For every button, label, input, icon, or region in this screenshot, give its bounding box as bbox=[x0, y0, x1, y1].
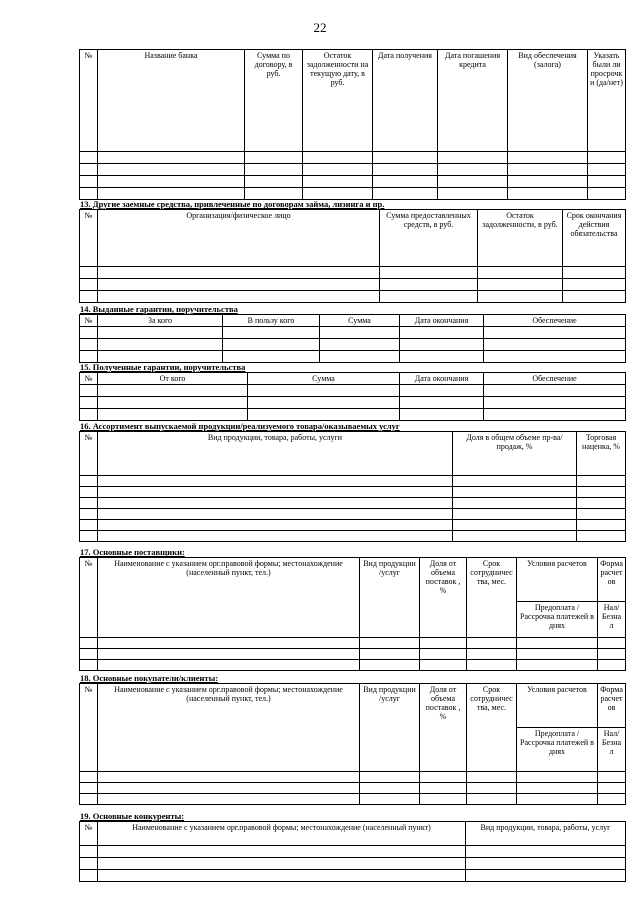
competitors-table bbox=[79, 821, 626, 882]
col-overdue: Указать были ли просрочки (да/нет) bbox=[588, 50, 626, 152]
table-row[interactable] bbox=[80, 487, 626, 498]
col-payment-form: Форма расчетов bbox=[598, 558, 626, 602]
section-title-16: 16. Ассортимент выпускаемой продукции/реализуемого товара/оказываемых услуг bbox=[80, 421, 400, 431]
col-supply-share: Доля от объема поставок , % bbox=[420, 684, 467, 772]
section-title-13: 13. Другие заемные средства, привлеченные по договорам займа, лизинга и пр. bbox=[80, 199, 385, 209]
customers-table bbox=[79, 683, 626, 805]
bank-loans-table bbox=[79, 49, 626, 200]
col-security: Обеспечение bbox=[484, 315, 626, 327]
col-number: № bbox=[80, 558, 98, 638]
col-markup: Торговая наценка, % bbox=[577, 432, 626, 476]
col-number: № bbox=[80, 684, 98, 772]
col-cooperation-term: Срок сотрудничества, мес. bbox=[467, 684, 517, 772]
table-row[interactable] bbox=[80, 858, 626, 870]
col-cooperation-term: Срок сотрудничества, мес. bbox=[467, 558, 517, 638]
col-for-whom: За кого bbox=[98, 315, 223, 327]
col-in-favor-of: В пользу кого bbox=[223, 315, 320, 327]
col-number: № bbox=[80, 822, 98, 846]
col-prepayment: Предоплата / Рассрочка платежей в днях bbox=[517, 602, 598, 638]
col-product-type: Вид продукции, товара, работы, услуг bbox=[466, 822, 626, 846]
col-cash-noncash: Нал/ Безнал bbox=[598, 728, 626, 772]
table-row[interactable] bbox=[80, 291, 626, 303]
col-payment-form: Форма расчетов bbox=[598, 684, 626, 728]
table-row[interactable] bbox=[80, 794, 626, 805]
col-from-whom: От кого bbox=[98, 373, 248, 385]
col-number: № bbox=[80, 210, 98, 267]
col-repayment-date: Дата погашения кредита bbox=[438, 50, 508, 152]
col-contract-sum: Сумма по договору, в руб. bbox=[245, 50, 303, 152]
table-row[interactable] bbox=[80, 176, 626, 188]
table-row[interactable] bbox=[80, 409, 626, 421]
col-supplier-name: Наименование с указанием орг.правовой формы; местонахождение (населенный пункт, тел.) bbox=[98, 558, 360, 638]
col-number: № bbox=[80, 373, 98, 385]
table-row[interactable] bbox=[80, 188, 626, 200]
table-row[interactable] bbox=[80, 152, 626, 164]
col-share: Доля в общем объеме пр-ва/продаж, % bbox=[453, 432, 577, 476]
col-sum: Сумма bbox=[320, 315, 400, 327]
table-row[interactable] bbox=[80, 638, 626, 649]
col-cash-noncash: Нал/ Безнал bbox=[598, 602, 626, 638]
col-end-date: Дата окончания bbox=[400, 373, 484, 385]
col-term-end: Срок окончания действия обязательства bbox=[563, 210, 626, 267]
col-payment-terms: Условия расчетов bbox=[517, 684, 598, 728]
col-competitor-name: Наименование с указанием орг.правовой формы; местонахождение (населенный пункт) bbox=[98, 822, 466, 846]
col-debt-balance: Остаток задолженности на текущую дату, в руб. bbox=[303, 50, 373, 152]
table-row[interactable] bbox=[80, 164, 626, 176]
table-row[interactable] bbox=[80, 351, 626, 363]
table-row[interactable] bbox=[80, 660, 626, 671]
section-title-19: 19. Основные конкуренты: bbox=[80, 811, 185, 821]
table-row[interactable] bbox=[80, 870, 626, 882]
col-prepayment: Предоплата / Рассрочка платежей в днях bbox=[517, 728, 598, 772]
table-row[interactable] bbox=[80, 772, 626, 783]
table-row[interactable] bbox=[80, 531, 626, 542]
received-guarantees-table bbox=[79, 372, 626, 421]
col-collateral: Вид обеспечения (залога) bbox=[508, 50, 588, 152]
col-security: Обеспечение bbox=[484, 373, 626, 385]
col-number: № bbox=[80, 432, 98, 476]
section-title-14: 14. Выданные гарантии, поручительства bbox=[80, 304, 238, 314]
section-title-18: 18. Основные покупатели/клиенты: bbox=[80, 673, 219, 683]
table-row[interactable] bbox=[80, 327, 626, 339]
section-title-17: 17. Основные поставщики: bbox=[80, 547, 185, 557]
col-payment-terms: Условия расчетов bbox=[517, 558, 598, 602]
col-bank-name: Название банка bbox=[98, 50, 245, 152]
issued-guarantees-table bbox=[79, 314, 626, 363]
col-product-type: Вид продукции, товара, работы, услуги bbox=[98, 432, 453, 476]
other-borrowings-table bbox=[79, 209, 626, 303]
col-number: № bbox=[80, 315, 98, 327]
table-row[interactable] bbox=[80, 509, 626, 520]
suppliers-table bbox=[79, 557, 626, 671]
table-row[interactable] bbox=[80, 783, 626, 794]
table-row[interactable] bbox=[80, 520, 626, 531]
table-row[interactable] bbox=[80, 476, 626, 487]
col-end-date: Дата окончания bbox=[400, 315, 484, 327]
col-product-type: Вид продукции /услуг bbox=[360, 558, 420, 638]
assortment-table bbox=[79, 431, 626, 542]
table-row[interactable] bbox=[80, 846, 626, 858]
col-product-type: Вид продукции /услуг bbox=[360, 684, 420, 772]
table-row[interactable] bbox=[80, 397, 626, 409]
table-row[interactable] bbox=[80, 649, 626, 660]
table-row[interactable] bbox=[80, 498, 626, 509]
table-row[interactable] bbox=[80, 267, 626, 279]
page-number: 22 bbox=[313, 20, 327, 35]
col-customer-name: Наименование с указанием орг.правовой формы; местонахождение (населенный пункт, тел.) bbox=[98, 684, 360, 772]
table-row[interactable] bbox=[80, 279, 626, 291]
section-title-15: 15. Полученные гарантии, поручительства bbox=[80, 362, 246, 372]
col-number: № bbox=[80, 50, 98, 152]
col-amount: Сумма предоставленных средств, в руб. bbox=[380, 210, 478, 267]
table-row[interactable] bbox=[80, 385, 626, 397]
col-receipt-date: Дата получения bbox=[373, 50, 438, 152]
table-row[interactable] bbox=[80, 339, 626, 351]
col-debt-balance: Остаток задолженности, в руб. bbox=[478, 210, 563, 267]
col-supply-share: Доля от объема поставок , % bbox=[420, 558, 467, 638]
col-organization: Организация/физическое лицо bbox=[98, 210, 380, 267]
col-sum: Сумма bbox=[248, 373, 400, 385]
